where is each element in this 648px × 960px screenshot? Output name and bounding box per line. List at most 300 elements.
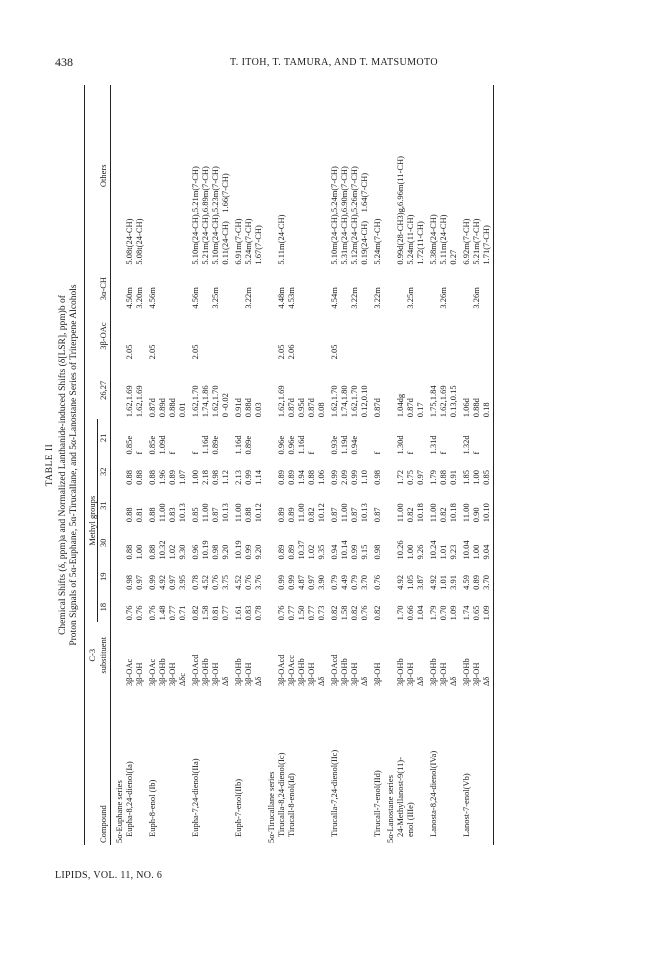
caption-line-1: Chemical Shifts (δ, ppm)a and Normalized Lanthanide-induced Shifts (δ[LSR], ppm)b of: [58, 295, 68, 635]
cell-c2627: 1.74,1.80: [339, 385, 349, 418]
cell-c30: 1.02: [167, 544, 177, 560]
cell-c18: 1.79: [428, 605, 438, 621]
data-table: [84, 85, 494, 845]
cell-c21: 0.89e: [243, 435, 253, 455]
compound-cell: enol (IIIe): [405, 802, 415, 837]
cell-c32: 0.88: [134, 470, 144, 485]
cell-c2627: 1.06d: [461, 398, 471, 418]
table-number: TABLE II: [45, 443, 55, 487]
table-row: [395, 85, 405, 845]
compound-cell: [134, 688, 144, 845]
cell-c18: 0.76: [359, 605, 369, 621]
cell-c31: 11.00: [233, 503, 243, 523]
cell-others: 0.27: [448, 249, 458, 265]
cell-acoac: [230, 311, 243, 362]
cell-c18: 0.82: [349, 605, 359, 621]
cell-sub: 3β-OHb: [296, 658, 306, 687]
table-row: [349, 85, 359, 845]
cell-acoac: [349, 311, 359, 362]
cell-c32: 0.88: [306, 470, 316, 485]
cell-c21: [253, 419, 263, 456]
table-row: [276, 85, 286, 845]
cell-c19: 0.76: [372, 575, 382, 590]
table-row: [286, 85, 296, 845]
cell-others: 5.10m(24-CH),5.24m(7-CH): [329, 166, 339, 265]
cell-others: [167, 85, 177, 267]
cell-c21: [177, 419, 187, 456]
cell-ch3a: [481, 267, 494, 311]
cell-c18: 1.09: [481, 592, 494, 622]
cell-c30: 1.00: [405, 544, 415, 560]
cell-c2627: 0.89d: [157, 398, 167, 418]
cell-sub: 3β-OAc: [147, 658, 157, 687]
cell-c19: 3.87: [415, 575, 425, 590]
cell-sub: 3β-OH: [167, 662, 177, 687]
cell-ch3a: [316, 267, 326, 311]
cell-c31: 10.12: [316, 503, 326, 523]
cell-c21: f: [134, 451, 144, 455]
col-3ach: 3α-CH: [98, 267, 111, 311]
table-row: [448, 85, 458, 845]
table-row: [415, 85, 425, 845]
cell-sub: 3β-OHb: [339, 658, 349, 687]
cell-c18: 1.50: [296, 605, 306, 621]
cell-c31: 0.89: [276, 507, 286, 523]
cell-c19: 4.92: [428, 575, 438, 590]
cell-c19: 3.75: [220, 575, 230, 590]
cell-c32: 2.09: [339, 470, 349, 485]
cell-c2627: 1.74,1.86: [200, 385, 210, 418]
cell-acoac: [359, 311, 369, 362]
compound-cell: [471, 688, 481, 845]
cell-c21: 0.85e: [124, 435, 134, 455]
cell-c18: 0.76: [134, 605, 144, 621]
cell-c30: 0.98: [372, 544, 382, 560]
cell-acoac: [438, 311, 448, 362]
cell-c31: 0.89: [286, 507, 296, 523]
cell-c31: 10.10: [481, 487, 494, 524]
cell-c18: 0.83: [243, 605, 253, 621]
cell-others: 5.21m(24-CH),6.89m(7-CH): [200, 166, 210, 265]
cell-others: 5.10m(24-CH),5.23m(7-CH): [210, 166, 220, 265]
cell-c30: 1.01: [438, 544, 448, 560]
cell-c30: 10.19: [200, 540, 210, 560]
cell-c31: 0.87: [329, 507, 339, 523]
cell-c2627: 1.62,1.70: [349, 385, 359, 418]
cell-c19: 0.76: [243, 575, 253, 590]
cell-c31: 0.81: [134, 507, 144, 523]
cell-c30: 9.20: [220, 544, 230, 560]
cell-ch3a: [339, 267, 349, 311]
cell-c18: 0.82: [372, 605, 382, 621]
compound-cell: [448, 688, 458, 845]
cell-c30: 0.99: [243, 544, 253, 560]
col-compound-top: [85, 688, 98, 845]
cell-acoac: [306, 311, 316, 362]
cell-c32: 1.72: [395, 470, 405, 485]
cell-sub: Δδ: [359, 676, 369, 687]
compound-cell: [296, 688, 306, 845]
cell-c31: 10.13: [177, 503, 187, 523]
cell-ch3a: 3.22m: [372, 287, 382, 309]
cell-c21: 0.85e: [147, 435, 157, 455]
cell-c18: 0.71: [177, 605, 187, 621]
cell-c30: 0.88: [147, 544, 157, 560]
cell-c21: 0.96e: [286, 435, 296, 455]
table-row: [359, 85, 369, 845]
cell-c32: 1.00: [471, 470, 481, 485]
cell-c30: 10.19: [233, 540, 243, 560]
cell-c2627: 1.75,1.84: [428, 385, 438, 418]
cell-c32: 1.06: [316, 470, 326, 485]
cell-c21: [415, 419, 425, 456]
cell-c32: 0.99: [349, 470, 359, 485]
cell-ch3a: [359, 267, 369, 311]
cell-c2627: 0.88d: [243, 398, 253, 418]
cell-ch3a: [230, 267, 243, 311]
cell-c2627: 1.62,1.70: [190, 385, 200, 418]
table-row: [369, 85, 382, 845]
cell-c21: 0.94e: [349, 435, 359, 455]
compound-cell: [200, 688, 210, 845]
cell-c21: [448, 419, 458, 456]
cell-others: 5.12m(24-CH),5.26m(7-CH): [349, 166, 359, 265]
cell-c31: 10.18: [448, 503, 458, 523]
compound-cell: [438, 688, 448, 845]
footer-journal: LIPIDS, VOL. 11, NO. 6: [55, 870, 163, 881]
compound-cell: 5α-Euphane series: [114, 780, 124, 843]
cell-c31: 11.00: [339, 503, 349, 523]
cell-ch3a: [395, 267, 405, 311]
compound-cell: Lanost-7-enol(Vb): [461, 773, 471, 837]
compound-cell: 5α-Lanostane series: [385, 775, 395, 843]
cell-c21: f: [405, 451, 415, 455]
cell-sub: 3β-OHb: [395, 658, 405, 687]
cell-sub: 3β-OHb: [233, 658, 243, 687]
cell-others: 5.21m(7-CH): [471, 218, 481, 265]
cell-c18: 0.77: [286, 605, 296, 621]
cell-c21: 1.16d: [233, 435, 243, 455]
cell-ch3a: 3.26m: [438, 287, 448, 309]
cell-sub: Δδ: [253, 676, 263, 687]
cell-sub: 3β-OH: [405, 662, 415, 687]
cell-c30: 1.02: [306, 544, 316, 560]
cell-c21: 1.31d: [428, 435, 438, 455]
cell-c32: 0.98: [372, 470, 382, 485]
cell-c21: 1.16d: [200, 435, 210, 455]
cell-c32: 1.85: [461, 470, 471, 485]
cell-others: 5.24m(7-CH): [243, 218, 253, 265]
cell-sub: Δδ: [481, 622, 494, 688]
cell-c18: 0.77: [167, 605, 177, 621]
compound-cell: Eupha-7,24-dienol(IIa): [190, 758, 200, 837]
cell-acoac: 2.06: [286, 344, 296, 360]
cell-sub: 3β-OH: [306, 662, 316, 687]
cell-c32: 0.99: [243, 470, 253, 485]
cell-c19: 0.89: [471, 575, 481, 590]
cell-sub: 3β-OHb: [461, 658, 471, 687]
cell-others: [157, 85, 167, 267]
cell-c18: 0.81: [210, 605, 220, 621]
cell-c18: 1.58: [200, 605, 210, 621]
cell-c21: f: [438, 451, 448, 455]
cell-others: [286, 85, 296, 267]
cell-c2627: 0.17: [415, 402, 425, 418]
cell-c31: 0.90: [471, 507, 481, 523]
cell-c30: 10.26: [395, 540, 405, 560]
cell-c31: 11.00: [428, 503, 438, 523]
table-row: [471, 85, 481, 845]
cell-c19: 4.52: [233, 575, 243, 590]
compound-cell: [177, 688, 187, 845]
cell-acoac: 2.05: [329, 344, 339, 360]
cell-c31: 0.85: [190, 507, 200, 523]
cell-c30: 1.00: [471, 544, 481, 560]
cell-c30: 10.32: [157, 540, 167, 560]
cell-sub: 3β-OH: [372, 662, 382, 687]
cell-c30: 0.99: [349, 544, 359, 560]
cell-ch3a: [157, 267, 167, 311]
cell-sub: Δδ: [316, 676, 326, 687]
cell-acoac: [471, 311, 481, 362]
cell-c32: 1.96: [157, 470, 167, 485]
cell-sub: Δδ: [415, 676, 425, 687]
cell-sub: 3β-OHb: [200, 658, 210, 687]
table-row: [187, 85, 200, 845]
cell-c32: 1.07: [177, 470, 187, 485]
cell-c32: 0.88: [124, 470, 134, 485]
table-row: [167, 85, 177, 845]
cell-c32: 1.12: [220, 470, 230, 485]
cell-ch3a: [448, 267, 458, 311]
compound-cell: Eupha-8,24-dienol(Ia): [124, 761, 134, 837]
cell-acoac: [369, 311, 382, 362]
cell-c31: 10.13: [220, 503, 230, 523]
col-2627: 26,27: [98, 361, 111, 419]
cell-c30: 10.14: [339, 540, 349, 560]
cell-c2627: 0 -0.02: [220, 393, 230, 418]
cell-c30: 1.00: [134, 544, 144, 560]
cell-c30: 10.24: [428, 540, 438, 560]
cell-c18: 1.58: [339, 605, 349, 621]
cell-c2627: 0.18: [481, 361, 494, 419]
cell-ch3a: [306, 267, 316, 311]
cell-sub: 3β-OHb: [428, 658, 438, 687]
cell-c30: 10.37: [296, 540, 306, 560]
table-row: [339, 85, 349, 845]
col-compound: Compound: [98, 688, 111, 845]
cell-c19: 0.99: [276, 575, 286, 590]
cell-c19: 0.79: [349, 575, 359, 590]
cell-c18: 0.82: [329, 605, 339, 621]
cell-sub: 3β-OH: [349, 662, 359, 687]
cell-sub: 3β-OAcd: [276, 654, 286, 687]
cell-others: 1.71(7-CH): [481, 85, 494, 267]
compound-cell: [253, 688, 263, 845]
cell-c2627: 0.95d: [296, 398, 306, 418]
cell-c19: 1.01: [438, 575, 448, 590]
compound-cell: [481, 688, 494, 845]
table-row: [177, 85, 187, 845]
cell-c18: 0.76: [124, 605, 134, 621]
cell-sub: 3β-OAcc: [286, 654, 296, 687]
compound-cell: [316, 688, 326, 845]
cell-c21: 1.30d: [395, 435, 405, 455]
cell-c18: 0.73: [316, 605, 326, 621]
series-row: [111, 85, 125, 845]
cell-c30: 9.35: [316, 544, 326, 560]
cell-others: [306, 85, 316, 267]
cell-ch3a: [220, 267, 230, 311]
cell-acoac: [481, 311, 494, 362]
cell-c2627: 1.62,1.69: [438, 385, 448, 418]
table-row: [306, 85, 316, 845]
cell-c19: 0.97: [134, 575, 144, 590]
cell-c18: 1.09: [448, 605, 458, 621]
cell-c18: 0.70: [438, 605, 448, 621]
cell-acoac: [296, 311, 306, 362]
cell-others: 5.11m(24-CH): [276, 214, 286, 265]
compound-cell: [167, 688, 177, 845]
cell-c30: 0.98: [210, 544, 220, 560]
cell-c2627: 1.62,1.70: [210, 385, 220, 418]
cell-others: 5.38m(24-CH): [428, 214, 438, 265]
cell-c31: 11.00: [157, 503, 167, 523]
cell-c21: 0.96e: [276, 435, 286, 455]
cell-ch3a: 3.26m: [471, 287, 481, 309]
cell-c21: 0.89e: [210, 435, 220, 455]
cell-others: 6.91m(7-CH): [233, 218, 243, 265]
series-row: [382, 85, 395, 845]
cell-c31: 10.18: [415, 503, 425, 523]
cell-c32: 1.14: [253, 470, 263, 485]
cell-c18: 0.66: [405, 605, 415, 621]
cell-c2627: 0.01: [177, 402, 187, 418]
cell-c31: 0.88: [243, 507, 253, 523]
compound-cell: Euph-8-enol (Ib): [147, 779, 157, 837]
cell-others: 5.10m(24-CH),5.21m(7-CH): [190, 166, 200, 265]
cell-c2627: 0.03: [253, 402, 263, 418]
cell-ch3a: 4.54m: [329, 287, 339, 309]
compound-cell: [157, 688, 167, 845]
table-row: [405, 85, 415, 845]
cell-c21: 1.09d: [157, 435, 167, 455]
cell-c30: 9.20: [253, 544, 263, 560]
cell-c21: f: [167, 451, 177, 455]
cell-others: 0.11(24-CH) 1.66(7-CH): [220, 173, 230, 265]
cell-acoac: [316, 311, 326, 362]
cell-c19: 0.76: [210, 575, 220, 590]
cell-acoac: [458, 311, 471, 362]
cell-c30: 0.89: [286, 544, 296, 560]
cell-acoac: 2.05: [124, 344, 134, 360]
cell-c2627: 0.87d: [286, 398, 296, 418]
cell-c19: 0.99: [286, 575, 296, 590]
cell-c21: [359, 419, 369, 456]
cell-c31: 0.82: [438, 507, 448, 523]
cell-c32: 1.00: [190, 470, 200, 485]
cell-c19: 3.95: [177, 575, 187, 590]
running-title: T. ITOH, T. TAMURA, AND T. MATSUMOTO: [230, 57, 438, 68]
table-row: [253, 85, 263, 845]
cell-c32: 1.10: [359, 470, 369, 485]
cell-acoac: [395, 311, 405, 362]
cell-others: [316, 85, 326, 267]
cell-c19: 3.91: [448, 575, 458, 590]
cell-c2627: 0.87d: [147, 398, 157, 418]
table-row: [481, 85, 494, 845]
cell-c30: 9.15: [359, 544, 369, 560]
cell-ch3a: 3.22m: [243, 287, 253, 309]
cell-sub: 3β-OH: [243, 662, 253, 687]
compound-cell: 24-Methyllanost-9(11)-: [395, 757, 405, 837]
cell-others: 1.67(7-CH): [253, 225, 263, 265]
cell-c18: 0.65: [471, 605, 481, 621]
cell-c30: 9.26: [415, 544, 425, 560]
col-32: 32: [98, 457, 111, 487]
cell-ch3a: 3.22m: [349, 287, 359, 309]
cell-c2627: 0.13,0.15: [448, 385, 458, 418]
cell-ch3a: 4.48m: [276, 287, 286, 309]
cell-c19: 0.97: [306, 575, 316, 590]
cell-others: [144, 85, 157, 267]
cell-ch3a: [458, 267, 471, 311]
table-body: [111, 85, 494, 845]
cell-ch3a: 4.56m: [190, 287, 200, 309]
cell-c21: f: [471, 451, 481, 455]
cell-others: 0.19(24-CH) 1.64(7-CH): [359, 172, 369, 265]
cell-c31: 0.88: [124, 507, 134, 523]
cell-others: 5.11m(24-CH): [438, 214, 448, 265]
cell-c2627: 1.62,1.69: [276, 385, 286, 418]
cell-c2627: 1.62,1.69: [124, 385, 134, 418]
cell-acoac: [177, 311, 187, 362]
cell-ch3a: 3.20m: [134, 287, 144, 309]
cell-c32: 0.89: [276, 470, 286, 485]
table-row: [425, 85, 438, 845]
cell-c32: 0.88: [438, 470, 448, 485]
cell-c21: f: [190, 451, 200, 455]
cell-c21: 0.93e: [329, 435, 339, 455]
cell-acoac: 2.05: [190, 344, 200, 360]
cell-c21: f: [372, 451, 382, 455]
cell-ch3a: [253, 267, 263, 311]
cell-ch3a: [200, 267, 210, 311]
cell-c32: 0.89: [286, 470, 296, 485]
compound-cell: [359, 688, 369, 845]
table-row: [220, 85, 230, 845]
col-c3-top: C-3: [85, 622, 98, 688]
cell-others: 5.24m(11-CH): [405, 214, 415, 265]
cell-c32: 0.75: [405, 470, 415, 485]
cell-c32: 2.13: [233, 470, 243, 485]
cell-c30: 0.89: [276, 544, 286, 560]
compound-cell: [306, 688, 316, 845]
cell-c30: 9.23: [448, 544, 458, 560]
cell-c2627: 1.62,1.69: [134, 385, 144, 418]
cell-c19: 0.78: [190, 575, 200, 590]
table-row: [134, 85, 144, 845]
compound-cell: Tirucall-7-enol(IId): [372, 770, 382, 837]
compound-cell: Euph-7-enol(IIb): [233, 778, 243, 837]
cell-c31: 11.00: [461, 503, 471, 523]
cell-acoac: [167, 311, 177, 362]
cell-c2627: 0.87d: [372, 398, 382, 418]
cell-c2627: 0.88d: [471, 398, 481, 418]
cell-c19: 1.05: [405, 575, 415, 590]
cell-c31: 0.87: [349, 507, 359, 523]
table-row: [438, 85, 448, 845]
